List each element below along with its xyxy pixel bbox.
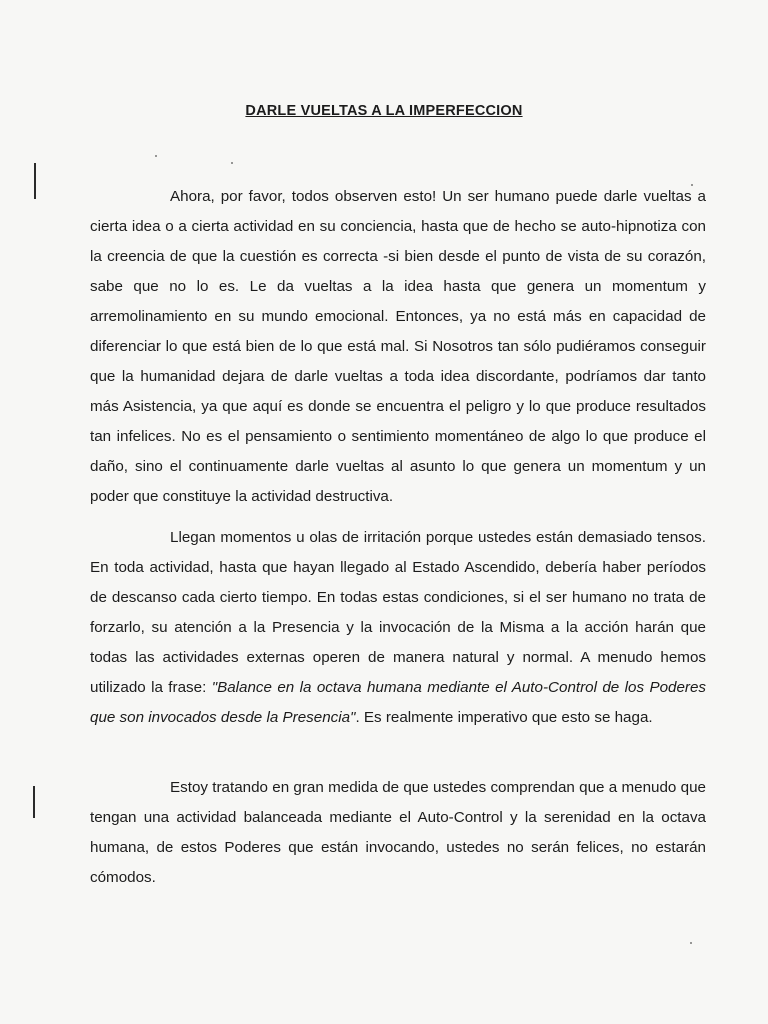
scan-speck [691, 184, 693, 186]
scan-speck [690, 942, 692, 944]
paragraph-1: Ahora, por favor, todos observen esto! Un ser humano puede darle vueltas a cierta idea o a cierta actividad en su conciencia, hasta que de hecho se auto-hipnotiza con la creencia de que la cuestión es correcta -si bien desde el punto de vista de su corazón, sabe que no lo es. Le da vueltas a la idea hasta que genera un momentum y arremolinamiento en su mundo emocional. Entonces, ya no está más en capacidad de diferenciar lo que está bien de lo que está mal. Si Nosotros tan sólo pudiéramos conseguir que la humanidad dejara de darle vueltas a toda idea discordante, podríamos dar tanto más Asistencia, ya que aquí es donde se encuentra el peligro y lo que produce resultados tan infelices. No es el pensamiento o sentimiento momentáneo de algo lo que produce el daño, sino el continuamente darle vueltas al asunto lo que genera un momentum y un poder que constituye la actividad destructiva. [90, 188, 706, 505]
scan-speck [155, 155, 157, 157]
paragraph-2-ending: . Es realmente imperativo que esto se haga. [355, 709, 653, 726]
paragraph-2-text: Llegan momentos u olas de irritación porque ustedes están demasiado tensos. En toda actividad, hasta que hayan llegado al Estado Ascendido, debería haber períodos de descanso cada cierto tiempo. En todas estas condiciones, si el ser humano no trata de forzarlo, su atención a la Presencia y la invocación de la Misma a la acción harán que todas las actividades externas operen de manera natural y normal. A menudo hemos utilizado la frase: [90, 529, 706, 696]
paragraph-3: Estoy tratando en gran medida de que ustedes comprendan que a menudo que tengan una actividad balanceada mediante el Auto-Control y la serenidad en la octava humana, de estos Poderes que están invocando, ustedes no serán felices, no estarán cómodos. [90, 779, 706, 886]
paragraph-2 [90, 523, 706, 733]
paragraph-2-quote: "Balance en la octava humana mediante el Auto-Control de los Poderes que son invocados desde la Presencia" [90, 679, 707, 726]
margin-mark-bottom [33, 786, 35, 818]
document-title: DARLE VUELTAS A LA IMPERFECCION [245, 103, 523, 119]
margin-mark-top [34, 163, 36, 199]
scan-speck [231, 162, 233, 164]
